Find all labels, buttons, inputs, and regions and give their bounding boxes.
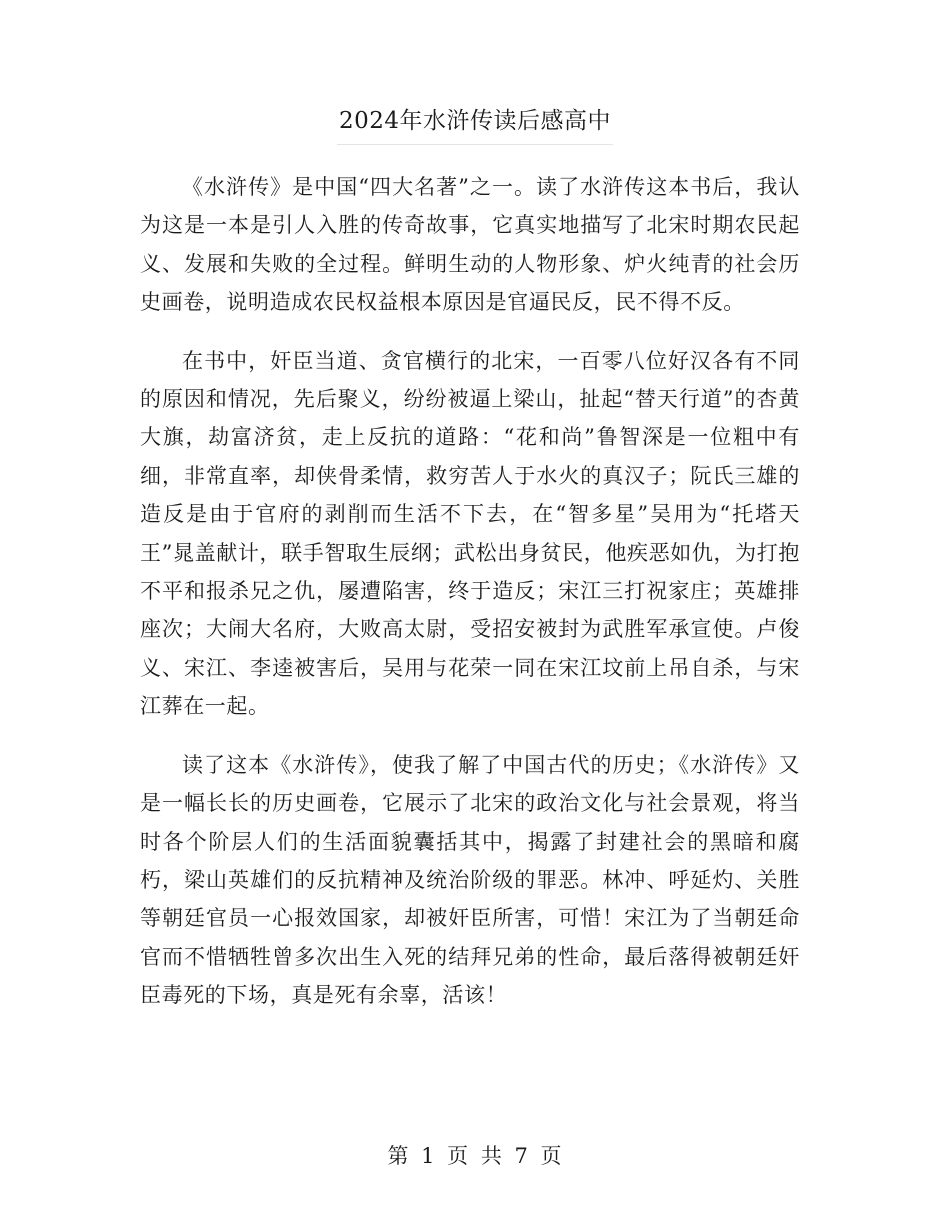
- paragraph-3: 读了这本《水浒传》，使我了解了中国古代的历史；《水浒传》又是一幅长长的历史画卷，它展示了北宋的政治文化与社会景观，将当时各个阶层人们的生活面貌囊括其中，揭露了封建社会的黑暗和腐朽，梁山英雄们的反抗精神及统治阶级的罪恶。林冲、呼延灼、关胜等朝廷官员一心报效国家，却被奸臣所害，可惜！宋江为了当朝廷命官而不惜牺牲曾多次出生入死的结拜兄弟的性命，最后落得被朝廷奸臣毒死的下场，真是死有余辜，活该！: [140, 752, 800, 1008]
- title-container: [0, 100, 950, 145]
- document-title: 2024年水浒传读后感高中: [337, 100, 613, 145]
- paragraph-2: 在书中，奸臣当道、贪官横行的北宋，一百零八位好汉各有不同的原因和情况，先后聚义，纷纷被逼上梁山，扯起“替天行道”的杏黄大旗，劫富济贫，走上反抗的道路：“花和尚”鲁智深是一位粗中有细，非常直率，却侠骨柔情，救穷苦人于水火的真汉子；阮氏三雄的造反是由于官府的剥削而生活不下去，在“智多星”吴用为“托塔天王”晁盖献计，联手智取生辰纲；武松出身贫民，他疾恶如仇，为打抱不平和报杀兄之仇，屡遭陷害，终于造反；宋江三打祝家庄；英雄排座次；大闹大名府，大败高太尉，受招安被封为武胜军承宣使。卢俊义、宋江、李逵被害后，吴用与花荣一同在宋江坟前上吊自杀，与宋江葬在一起。: [140, 348, 800, 719]
- paragraph-1: 《水浒传》是中国“四大名著”之一。读了水浒传这本书后，我认为这是一本是引人入胜的传奇故事，它真实地描写了北宋时期农民起义、发展和失败的全过程。鲜明生动的人物形象、炉火纯青的社会历史画卷，说明造成农民权益根本原因是官逼民反，民不得不反。: [140, 175, 800, 315]
- page-footer: 第 1 页 共 7 页: [387, 1144, 563, 1168]
- document-body: [140, 168, 800, 1035]
